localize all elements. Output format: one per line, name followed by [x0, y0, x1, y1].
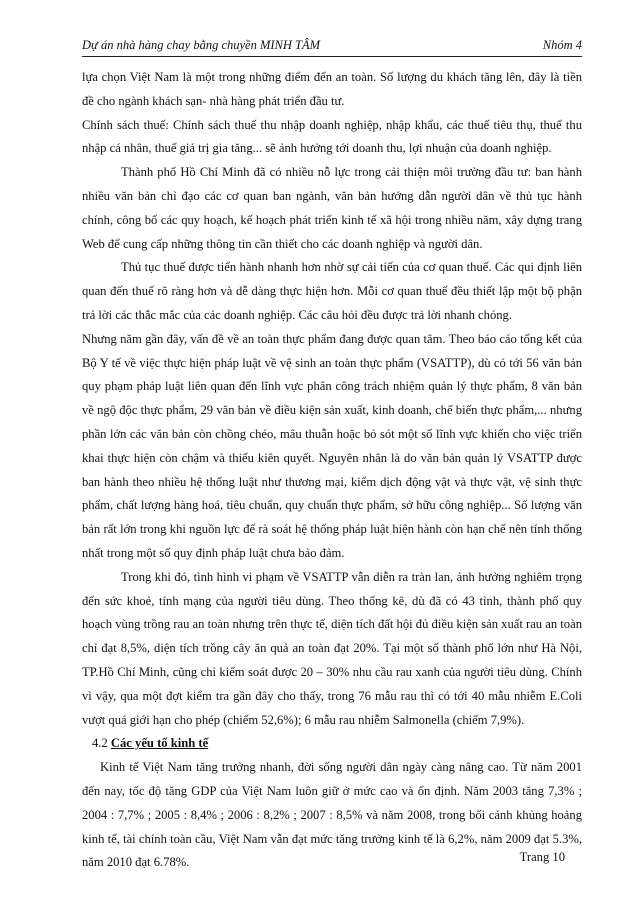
page-header: [82, 38, 582, 57]
paragraph-tourism: lựa chọn Việt Nam là một trong những điểm đến an toàn. Số lượng du khách tăng lên, đây là tiền đề cho ngành khách sạn- nhà hàng phát triển đầu tư.: [82, 70, 582, 108]
paragraph-economy: Kinh tế Việt Nam tăng trưởng nhanh, đời sống người dân ngày càng nâng cao. Từ năm 2001 đến nay, tốc độ tăng GDP của Việt Nam luôn giữ ở mức cao và ổn định. Năm 2003 tăng 7,3% ; 2004 : 7,7% ; 2005 : 8,4% ; 2006 : 8,2% ; 2007 : 8,5% và năm 2008, trong bối cảnh khủng hoảng kinh tế, tài chính toàn cầu, Việt Nam vẫn đạt mức tăng trưởng kinh tế là 6,2%, năm 2009 đạt 5.3%, năm 2010 đạt 6.78%.: [82, 760, 582, 870]
header-group: Nhóm 4: [542, 38, 582, 52]
page-number: Trang 10: [519, 850, 565, 864]
paragraph-hcmc-investment: Thành phố Hồ Chí Minh đã có nhiều nỗ lực trong cải thiện môi trường đầu tư: ban hành nhiều văn bản chỉ đạo các cơ quan ban ngành, văn bản hướng dẫn người dân về thủ tục hành chính, công bố các quy hoạch, kế hoạch phát triển kinh tế xã hội trong nhiều năm, xây dựng trang Web để cung cấp những thông tin cần thiết cho các doanh nghiệp và người dân.: [82, 165, 582, 251]
paragraph-violations: Trong khi đó, tình hình vi phạm về VSATTP vẫn diễn ra tràn lan, ảnh hưởng nghiêm trọng đến sức khoẻ, tính mạng của người tiêu dùng. Theo thống kê, dù đã có 43 tỉnh, thành phố quy hoạch vùng trồng rau an toàn nhưng trên thực tế, diện tích đất hội đủ điều kiện sản xuất rau an toàn chỉ đạt 8,5%, diện tích trồng cây ăn quả an toàn đạt 20%. Tại một số thành phố lớn như Hà Nội, TP.Hồ Chí Minh, cũng chỉ kiểm soát được 20 – 30% nhu cầu rau xanh của người tiêu dùng. Chính vì vậy, qua một đợt kiểm tra gần đây cho thấy, trong 76 mẫu rau thì có tới 40 mẫu nhiễm E.Coli vượt quá giới hạn cho phép (chiếm 52,6%); 6 mẫu rau nhiễm Salmonella (chiếm 7,9%).: [82, 569, 582, 727]
section-heading: [82, 732, 582, 756]
section-number: 4.2: [92, 736, 108, 751]
paragraph-tax-procedures: Thủ tục thuế được tiến hành nhanh hơn nhờ sự cải tiến của cơ quan thuế. Các qui định liên quan đến thuế rõ ràng hơn và dễ dàng thực hiện hơn. Mỗi cơ quan thuế đều thiết lập một bộ phận trả lời các thắc mắc của các doanh nghiệp. Các câu hỏi đều được trả lời nhanh chóng.: [82, 260, 582, 322]
paragraph-food-safety: Nhưng năm gần đây, vấn đề về an toàn thực phẩm đang được quan tâm. Theo báo cáo tổng kết của Bộ Y tế về việc thực hiện pháp luật về vệ sinh an toàn thực phẩm (VSATTP), dù có tới 56 văn bản quy phạm pháp luật liên quan đến lĩnh vực phân công trách nhiệm quản lý thực phẩm, 8 văn bản về ngộ độc thực phẩm, 29 văn bản về điều kiện sản xuất, kinh doanh, chế biến thực phẩm,... nhưng phần lớn các văn bản còn chồng chéo, mâu thuẫn hoặc bỏ sót một số lĩnh vực khiến cho việc triển khai thực hiện còn chậm và thiếu kiên quyết. Nguyên nhân là do văn bản quản lý VSATTP được ban hành theo nhiều hệ thống luật như thương mại, kiểm dịch động vật và thực vật, vệ sinh thực phẩm, chất lượng hàng hoá, tiêu chuẩn, quy chuẩn thực phẩm, sở hữu công nghiệp... Số lượng văn bản rất lớn trong khi nguồn lực để rà soát hệ thống pháp luật hiện hành còn hạn chế nên tính thống nhất trong một số quy định pháp luật chưa bảo đảm.: [82, 331, 582, 560]
paragraph-tax-policy: Chính sách thuế: Chính sách thuế thu nhập doanh nghiệp, nhập khẩu, các thuế tiêu thụ, thuế thu nhập cá nhân, thuế giá trị gia tăng... sẽ ảnh hưởng tới doanh thu, lợi nhuận của doanh nghiệp.: [82, 117, 582, 156]
document-body: [82, 66, 582, 875]
section-title: Các yếu tố kinh tế: [110, 736, 209, 751]
header-title: Dự án nhà hàng chay bằng chuyền MINH TÂM: [82, 38, 321, 52]
